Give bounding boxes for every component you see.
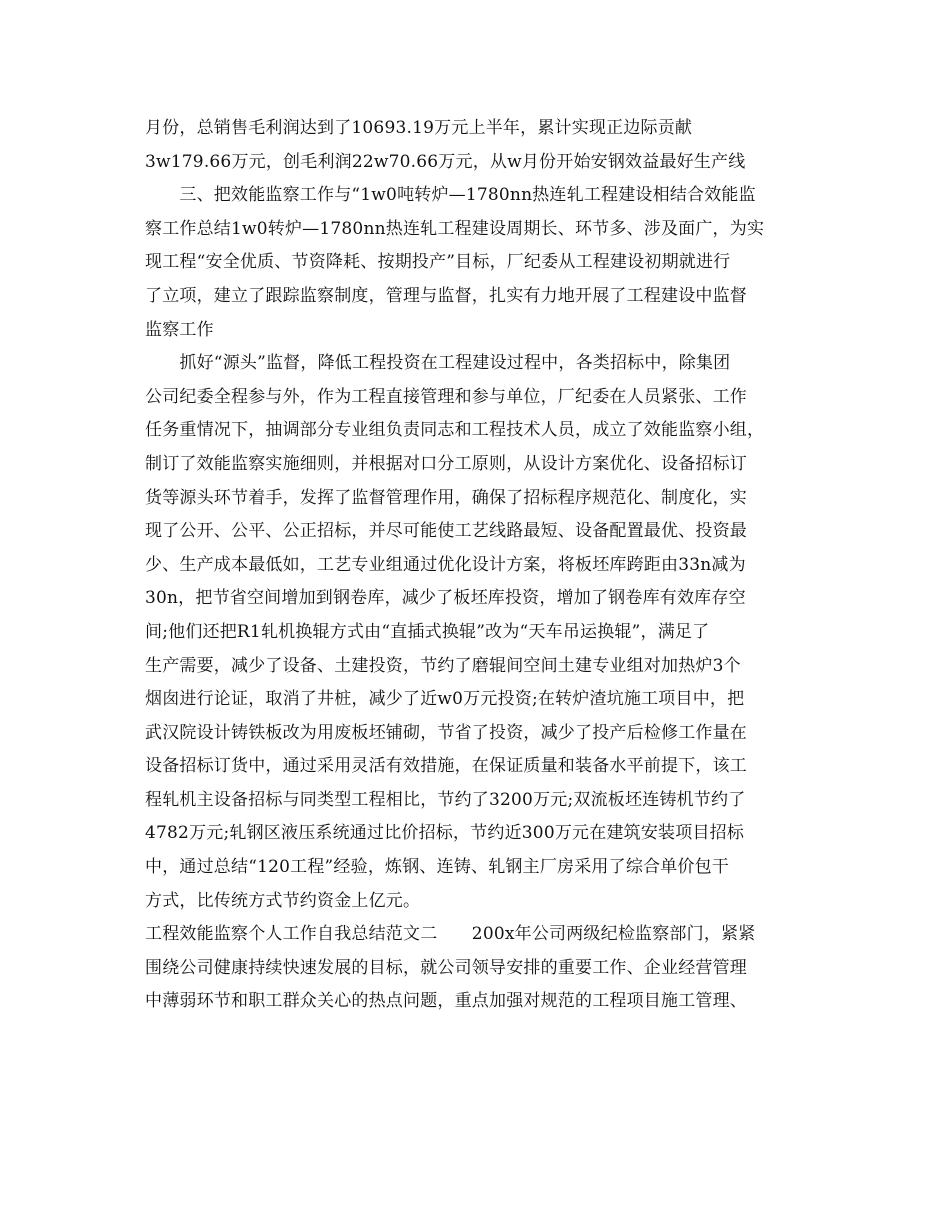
text-line: 中薄弱环节和职工群众关心的热点问题，重点加强对规范的工程项目施工管理、: [145, 991, 747, 1012]
text-line: 设备招标订货中，通过采用灵活有效措施，在保证质量和装备水平前提下，该工: [145, 756, 747, 777]
text-line: 任务重情况下，抽调部分专业组负责同志和工程技术人员，成立了效能监察小组，: [145, 420, 765, 441]
text-line: 工程效能监察个人工作自我总结范文二 200x年公司两级纪检监察部门，紧紧: [145, 924, 756, 945]
text-line: 烟囱进行论证，取消了井桩，减少了近w0万元投资;在转炉渣坑施工项目中，把: [145, 689, 745, 710]
text-line: 中，通过总结“120工程”经验，炼钢、连铸、轧钢主厂房采用了综合单价包干: [145, 857, 730, 878]
text-line: 间;他们还把R1轧机换辊方式由“直插式换辊”改为“天车吊运换辊”，满足了: [145, 621, 710, 642]
text-line: 武汉院设计铸铁板改为用废板坯铺砌，节省了投资，减少了投产后检修工作量在: [145, 722, 747, 743]
text-line: 察工作总结1w0转炉—1780nn热连轧工程建设周期长、环节多、涉及面广，为实: [145, 218, 765, 239]
text-line: 货等源头环节着手，发挥了监督管理作用，确保了招标程序规范化、制度化，实: [145, 487, 747, 508]
text-line: 少、生产成本最低如，工艺专业组通过优化设计方案，将板坯库跨距由33n减为: [145, 554, 746, 575]
text-line: 三、把效能监察工作与“1w0吨转炉—1780nn热连轧工程建设相结合效能监: [145, 185, 756, 206]
text-line: 方式，比传统方式节约资金上亿元。: [145, 890, 421, 911]
text-line: 3w179.66万元，创毛利润22w70.66万元，从w月份开始安钢效益最好生产线: [145, 151, 746, 172]
text-line: 生产需要，减少了设备、土建投资，节约了磨辊间空间土建专业组对加热炉3个: [145, 655, 741, 676]
text-line: 了立项，建立了跟踪监察制度，管理与监督，扎实有力地开展了工程建设中监督: [145, 285, 747, 306]
text-line: 30n，把节省空间增加到钢卷库，减少了板坯库投资，增加了钢卷库有效库存空: [145, 588, 746, 609]
text-line: 围绕公司健康持续快速发展的目标，就公司领导安排的重要工作、企业经营管理: [145, 957, 747, 978]
text-line: 程轧机主设备招标与同类型工程相比，节约了3200万元;双流板坯连铸机节约了: [145, 789, 746, 810]
text-line: 4782万元;轧钢区液压系统通过比价招标，节约近300万元在建筑安装项目招标: [145, 823, 745, 844]
text-line: 公司纪委全程参与外，作为工程直接管理和参与单位，厂纪委在人员紧张、工作: [145, 386, 747, 407]
text-line: 现工程“安全优质、节资降耗、按期投产”目标，厂纪委从工程建设初期就进行: [145, 252, 731, 273]
text-line: 现了公开、公平、公正招标，并尽可能使工艺线路最短、设备配置最优、投资最: [145, 521, 747, 542]
text-line: 监察工作: [145, 319, 214, 340]
document-body: [145, 112, 805, 1019]
text-line: 月份，总销售毛利润达到了10693.19万元上半年，累计实现正边际贡献: [145, 118, 693, 138]
text-line: 抓好“源头”监督，降低工程投资在工程建设过程中，各类招标中，除集团: [145, 353, 731, 374]
text-line: 制订了效能监察实施细则，并根据对口分工原则，从设计方案优化、设备招标订: [145, 453, 747, 474]
